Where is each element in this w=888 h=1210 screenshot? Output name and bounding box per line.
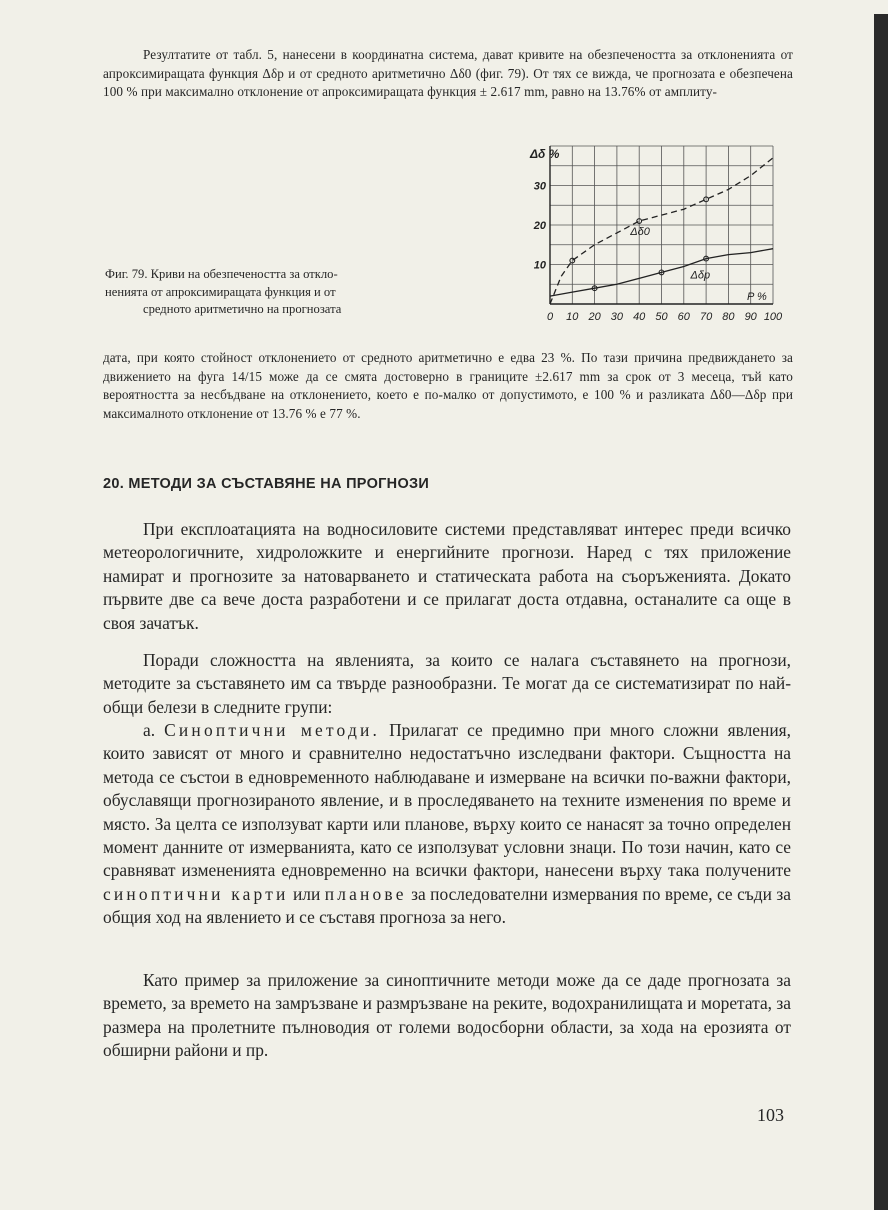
chart-grid xyxy=(550,146,773,304)
section-heading: 20. МЕТОДИ ЗА СЪСТАВЯНЕ НА ПРОГНОЗИ xyxy=(103,476,430,492)
y-tick-label: 30 xyxy=(533,180,546,193)
y-tick-label: 10 xyxy=(533,259,546,272)
x-tick-label: 40 xyxy=(633,311,646,323)
probability-chart xyxy=(528,140,788,325)
page-number: 103 xyxy=(757,1105,784,1125)
synoptic-maps-term: синоптични карти xyxy=(103,883,289,904)
paragraph-intro: Резултатите от табл. 5, нанесени в координатна система, дават кривите на обезпечеността за отклоненията от апроксимиращата функция Δδp и от средното аритметично Δδ0 (фиг. 79). От тях се вижда, че прогнозата е обезпечена 100 % при максимално отклонение от апроксимиращата функция ± 2.617 mm, равно на 13.76% от амплиту- xyxy=(103,47,793,100)
body-paragraph-2: Поради сложността на явленията, за които се налага съставянето на прогнози, методите за съставянето им са твърде разнообразни. Те могат да се систематизират по най-общи белези в следните групи: xyxy=(103,650,791,717)
figure-caption xyxy=(105,266,477,319)
x-tick-label: 90 xyxy=(744,311,757,323)
page-spine-edge xyxy=(874,14,888,1210)
paragraph-continuation: дата, при която стойност отклонението от средното аритметично е едва 23 %. По тази причина предвиждането за движението на фуга 14/15 може да се смята достоверно в границите ±2.617 mm за срок от 3 месеца, тъй като вероятността за несбъдване на отклонението, което е по-малко от допустимото, е 100 % и разликата Δδ0—Δδp при максималното отклонение от 13.76 % е 77 %. xyxy=(103,350,793,421)
figure-caption-line: средното аритметично на прогнозата xyxy=(143,302,342,316)
x-tick-label: 60 xyxy=(677,311,690,323)
chart-labels xyxy=(529,147,783,323)
figure-caption-line: ненията от апроксимиращата функция и от xyxy=(105,284,336,299)
series-label: Δδ0 xyxy=(630,225,650,238)
x-tick-label: 80 xyxy=(722,311,735,323)
x-tick-label: 30 xyxy=(610,311,624,323)
y-tick-label: 20 xyxy=(533,220,546,232)
x-tick-label: 100 xyxy=(763,311,783,323)
method-term: Синоптични методи. xyxy=(164,720,381,740)
y-axis-label: Δδ % xyxy=(530,147,560,161)
body-text-run: Прилагат се предимно при много сложни явления, които зависят от много и сравнително недостатъчно изследвани фактори. Същността на метода се състои в едновременното наблюдаване и измерване на всички по-важни фактори, обуславящи прогнозираното явление, и в проследяването на техните изменения по време и място. За целта се използуват карти или планове, върху които се нанасят за точно определен момент данните от измерванията, като се използуват условни знаци. По този начин, като се сравняват измененията едновременно на всички фактори, нанесени върху така получените xyxy=(103,720,791,881)
figure-caption-line: Фиг. 79. Криви на обезпечеността за откло- xyxy=(105,267,338,281)
series-label: Δδp xyxy=(690,269,711,282)
body-paragraph-3 xyxy=(103,719,791,930)
plans-term: планове xyxy=(324,883,407,904)
x-tick-label: 10 xyxy=(566,311,579,323)
x-tick-label: 20 xyxy=(588,311,601,323)
x-tick-label: 70 xyxy=(699,311,713,323)
body-text-run: за последователни измервания по време, се съди за общия ход на явлението и се съставя прогноза за него. xyxy=(103,883,791,928)
body-paragraph-4: Като пример за приложение за синоптичните методи може да се даде прогнозата за времето, за времето на замръзване и размръзване на реките, водохранилищата и моретата, за размера на пролетните пълноводия от големи водосборни области, за хода на ерозията от обширни райони и пр. xyxy=(103,970,791,1061)
x-tick-label: 0 xyxy=(546,311,554,323)
x-tick-label: 50 xyxy=(655,311,668,323)
body-paragraph-1: При експлоатацията на водносиловите системи представляват интерес преди всичко метеорологичните, хидроложките и енергийните прогнози. Наред с тях приложение намират и прогнозите за натоварването и статическата работа на съоръженията. Докато първите две са вече доста разработени и се прилагат доста отдавна, останалите са още в своя зачатък. xyxy=(103,519,791,633)
body-text-run: или xyxy=(288,883,325,904)
list-prefix: а. xyxy=(143,720,165,740)
x-axis-label: P % xyxy=(747,291,767,303)
